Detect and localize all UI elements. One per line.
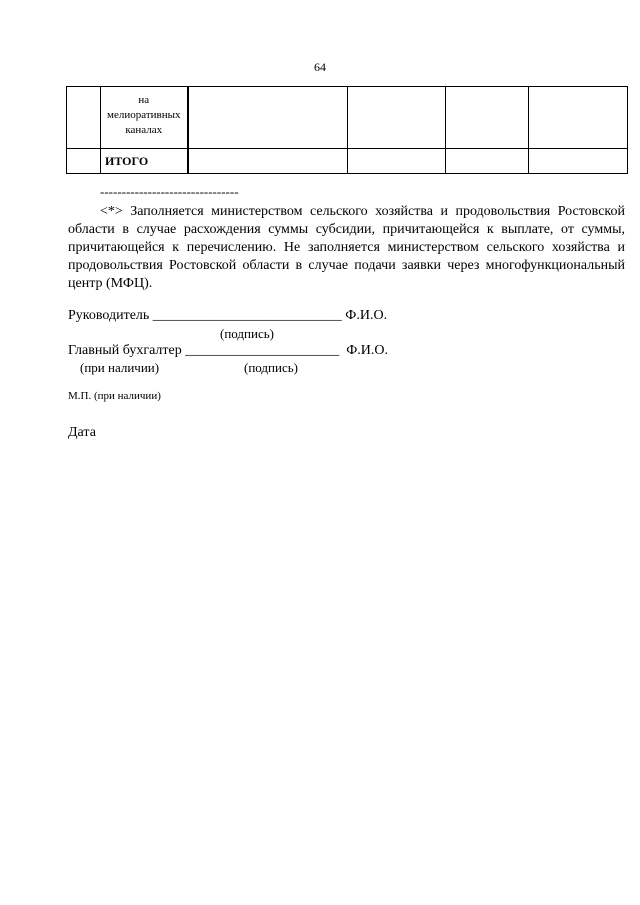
table-cell — [529, 87, 628, 149]
table-cell — [67, 87, 101, 149]
accountant-signature-line: Главный бухгалтер ______________________ Ф.И.О. — [68, 343, 389, 358]
footnote-separator: -------------------------------- — [100, 184, 239, 199]
table-cell — [188, 87, 348, 149]
accountant-signature-caption: (подпись) — [244, 360, 298, 375]
head-signature-caption: (подпись) — [220, 326, 274, 341]
table-cell — [67, 149, 101, 174]
table-cell — [446, 87, 529, 149]
cell-text-line: мелиоративных — [107, 109, 181, 121]
date-label: Дата — [68, 425, 96, 440]
cell-text-line: на — [138, 94, 150, 106]
stamp-label: М.П. (при наличии) — [68, 390, 161, 402]
data-table — [66, 86, 628, 174]
irrigation-type-cell — [101, 87, 188, 149]
table-cell — [188, 149, 348, 174]
total-label: ИТОГО — [101, 149, 188, 174]
table-row — [67, 87, 628, 149]
table-cell — [348, 87, 446, 149]
cell-text-line: каналах — [125, 124, 163, 136]
page-number: 64 — [314, 60, 326, 74]
table-row-total — [67, 149, 628, 174]
footnote-text: <*> Заполняется министерством сельского хозяйства и продовольствия Ростовской области в случае расхождения суммы субсидии, причитающейся к выплате, от суммы, причитающейся к перечислению. Не заполняется министерством сельского хозяйства и продовольствия Ростовской области в случае подачи заявки через многофункциональный центр (МФЦ). — [68, 204, 625, 291]
table-cell — [348, 149, 446, 174]
table-cell — [529, 149, 628, 174]
accountant-presence-caption: (при наличии) — [80, 360, 160, 375]
head-signature-line: Руководитель ___________________________ Ф.И.О. — [68, 308, 388, 323]
table-cell — [446, 149, 529, 174]
